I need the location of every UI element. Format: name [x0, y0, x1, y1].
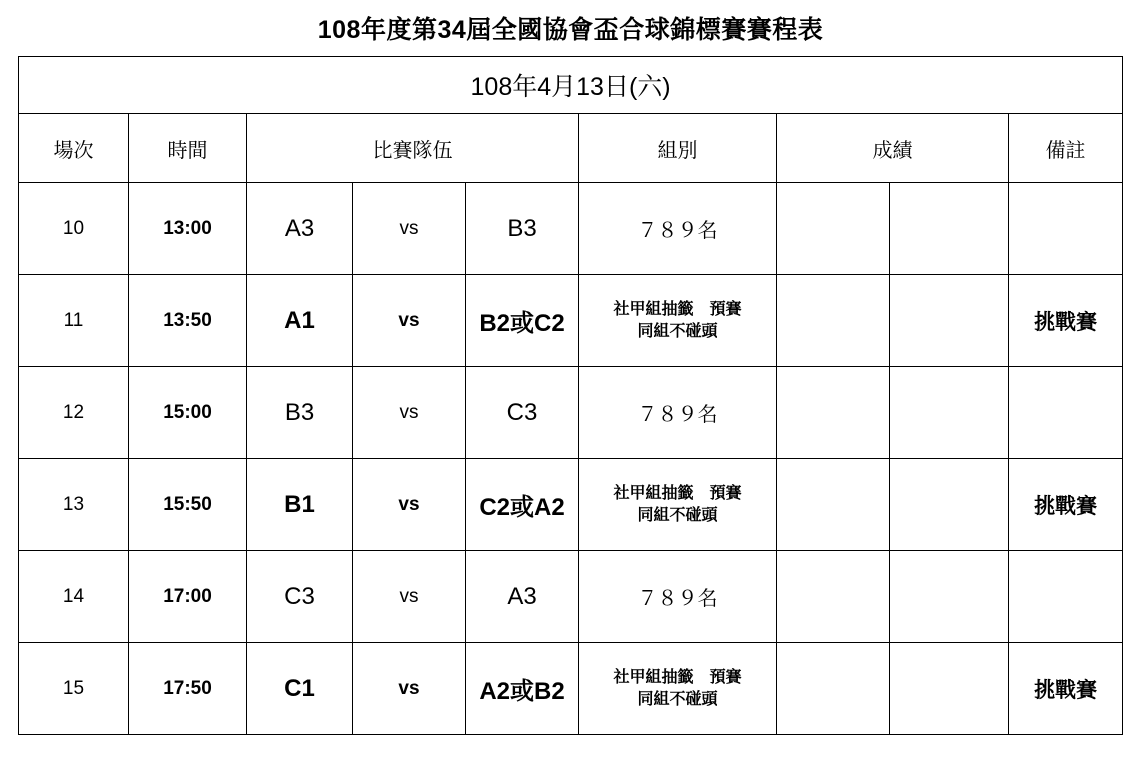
cell-note	[1009, 551, 1123, 643]
cell-team-b: A2或B2	[466, 643, 579, 735]
cell-team-a: B1	[247, 459, 353, 551]
cell-team-b: B3	[466, 183, 579, 275]
cell-vs: vs	[353, 643, 466, 735]
cell-time: 15:00	[129, 367, 247, 459]
cell-result-1[interactable]	[777, 459, 890, 551]
cell-group	[579, 183, 777, 275]
cell-group	[579, 367, 777, 459]
cell-number: 12	[19, 367, 129, 459]
header-result: 成績	[777, 114, 1009, 183]
cell-result-2[interactable]	[890, 459, 1009, 551]
cell-vs: vs	[353, 367, 466, 459]
cell-team-a: C3	[247, 551, 353, 643]
cell-group-line2: 同組不碰頭	[637, 506, 718, 524]
cell-group-line1: ７８９名	[637, 588, 718, 610]
header-teams: 比賽隊伍	[247, 114, 579, 183]
cell-group-line1: 社甲組抽籤 預賽	[613, 484, 742, 502]
cell-result-2[interactable]	[890, 643, 1009, 735]
header-number: 場次	[19, 114, 129, 183]
cell-time: 17:00	[129, 551, 247, 643]
cell-note: 挑戰賽	[1009, 275, 1123, 367]
table-row	[19, 643, 1123, 735]
cell-number: 11	[19, 275, 129, 367]
table-row	[19, 459, 1123, 551]
cell-result-2[interactable]	[890, 275, 1009, 367]
cell-team-a: A3	[247, 183, 353, 275]
cell-team-b: A3	[466, 551, 579, 643]
table-row	[19, 551, 1123, 643]
cell-vs: vs	[353, 183, 466, 275]
cell-result-1[interactable]	[777, 275, 890, 367]
header-note: 備註	[1009, 114, 1123, 183]
cell-group	[579, 643, 777, 735]
cell-group-line1: ７８９名	[637, 220, 718, 242]
cell-group	[579, 459, 777, 551]
cell-team-b: C2或A2	[466, 459, 579, 551]
cell-result-2[interactable]	[890, 551, 1009, 643]
cell-group-line1: 社甲組抽籤 預賽	[613, 668, 742, 686]
cell-note	[1009, 367, 1123, 459]
cell-note: 挑戰賽	[1009, 459, 1123, 551]
cell-group-line1: 社甲組抽籤 預賽	[613, 300, 742, 318]
cell-group-line2: 同組不碰頭	[637, 690, 718, 708]
table-row	[19, 367, 1123, 459]
cell-team-b: B2或C2	[466, 275, 579, 367]
cell-time: 13:50	[129, 275, 247, 367]
cell-team-a: B3	[247, 367, 353, 459]
cell-note	[1009, 183, 1123, 275]
cell-time: 17:50	[129, 643, 247, 735]
date-header-row	[19, 57, 1123, 114]
cell-vs: vs	[353, 275, 466, 367]
cell-result-1[interactable]	[777, 183, 890, 275]
table-row	[19, 183, 1123, 275]
cell-number: 14	[19, 551, 129, 643]
cell-group-line1: ７８９名	[637, 404, 718, 426]
cell-note: 挑戰賽	[1009, 643, 1123, 735]
cell-team-b: C3	[466, 367, 579, 459]
header-group: 組別	[579, 114, 777, 183]
cell-result-2[interactable]	[890, 367, 1009, 459]
cell-time: 13:00	[129, 183, 247, 275]
table-row	[19, 275, 1123, 367]
date-header-cell: 108年4月13日(六)	[19, 57, 1123, 114]
cell-result-1[interactable]	[777, 643, 890, 735]
cell-number: 15	[19, 643, 129, 735]
cell-vs: vs	[353, 551, 466, 643]
cell-team-a: A1	[247, 275, 353, 367]
column-header-row	[19, 114, 1123, 183]
cell-group-line2: 同組不碰頭	[637, 322, 718, 340]
cell-group	[579, 275, 777, 367]
sheet-bottom-spacer	[18, 757, 1122, 773]
cell-result-1[interactable]	[777, 367, 890, 459]
cell-result-2[interactable]	[890, 183, 1009, 275]
cell-team-a: C1	[247, 643, 353, 735]
cell-number: 13	[19, 459, 129, 551]
schedule-table	[18, 56, 1123, 735]
page-title: 108年度第34屆全國協會盃合球錦標賽賽程表	[317, 16, 824, 44]
header-time: 時間	[129, 114, 247, 183]
cell-vs: vs	[353, 459, 466, 551]
cell-result-1[interactable]	[777, 551, 890, 643]
document-title-row	[0, 0, 1141, 56]
cell-group	[579, 551, 777, 643]
cell-number: 10	[19, 183, 129, 275]
cell-time: 15:50	[129, 459, 247, 551]
